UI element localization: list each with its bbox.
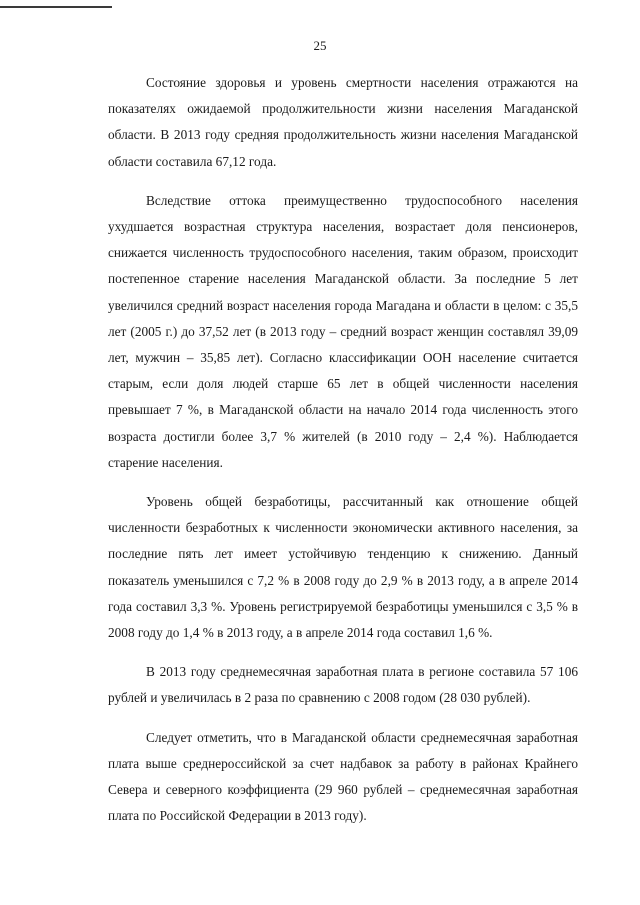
document-body: [108, 70, 578, 842]
page-number: 25: [313, 38, 327, 53]
scan-edge-rule: [0, 6, 112, 8]
paragraph-average-salary: В 2013 году среднемесячная заработная плата в регионе составила 57 106 рублей и увеличилась в 2 раза по сравнению с 2008 годом (28 030 рублей).: [108, 664, 578, 706]
paragraph-life-expectancy: Состояние здоровья и уровень смертности населения отражаются на показателях ожидаемой продолжительности жизни населения Магаданской области. В 2013 году средняя продолжительность жизни населения Магаданской области составила 67,12 года.: [108, 75, 578, 169]
paragraph-population-aging: Вследствие оттока преимущественно трудоспособного населения ухудшается возрастная структура населения, возрастает доля пенсионеров, снижается численность трудоспособного населения, таким образом, происходит постепенное старение населения Магаданской области. За последние 5 лет увеличился средний возраст населения города Магадана и области в целом: с 35,5 лет (2005 г.) до 37,52 лет (в 2013 году – средний возраст женщин составлял 39,09 лет, мужчин – 35,85 лет). Согласно классификации ООН население считается старым, если доля людей старше 65 лет в общей численности населения превышает 7 %, в Магаданской области на начало 2014 года численность этого возраста достигли более 3,7 % жителей (в 2010 году – 2,4 %). Наблюдается старение населения.: [108, 192, 578, 470]
paragraph-unemployment: Уровень общей безработицы, рассчитанный как отношение общей численности безработных к численности экономически активного населения, за последние пять лет имеет устойчивую тенденцию к снижению. Данный показатель уменьшился с 7,2 % в 2008 году до 2,9 % в 2013 году, а в апреле 2014 года составил 3,3 %. Уровень регистрируемой безработицы уменьшился с 3,5 % в 2008 году до 1,4 % в 2013 году, а в апреле 2014 года составил 1,6 %.: [108, 494, 578, 641]
paragraph-salary-comparison: Следует отметить, что в Магаданской области среднемесячная заработная плата выше среднероссийской за счет надбавок за работу в районах Крайнего Севера и северного коэффициента (29 960 рублей – среднемесячная заработная плата по Российской Федерации в 2013 году).: [108, 729, 578, 824]
